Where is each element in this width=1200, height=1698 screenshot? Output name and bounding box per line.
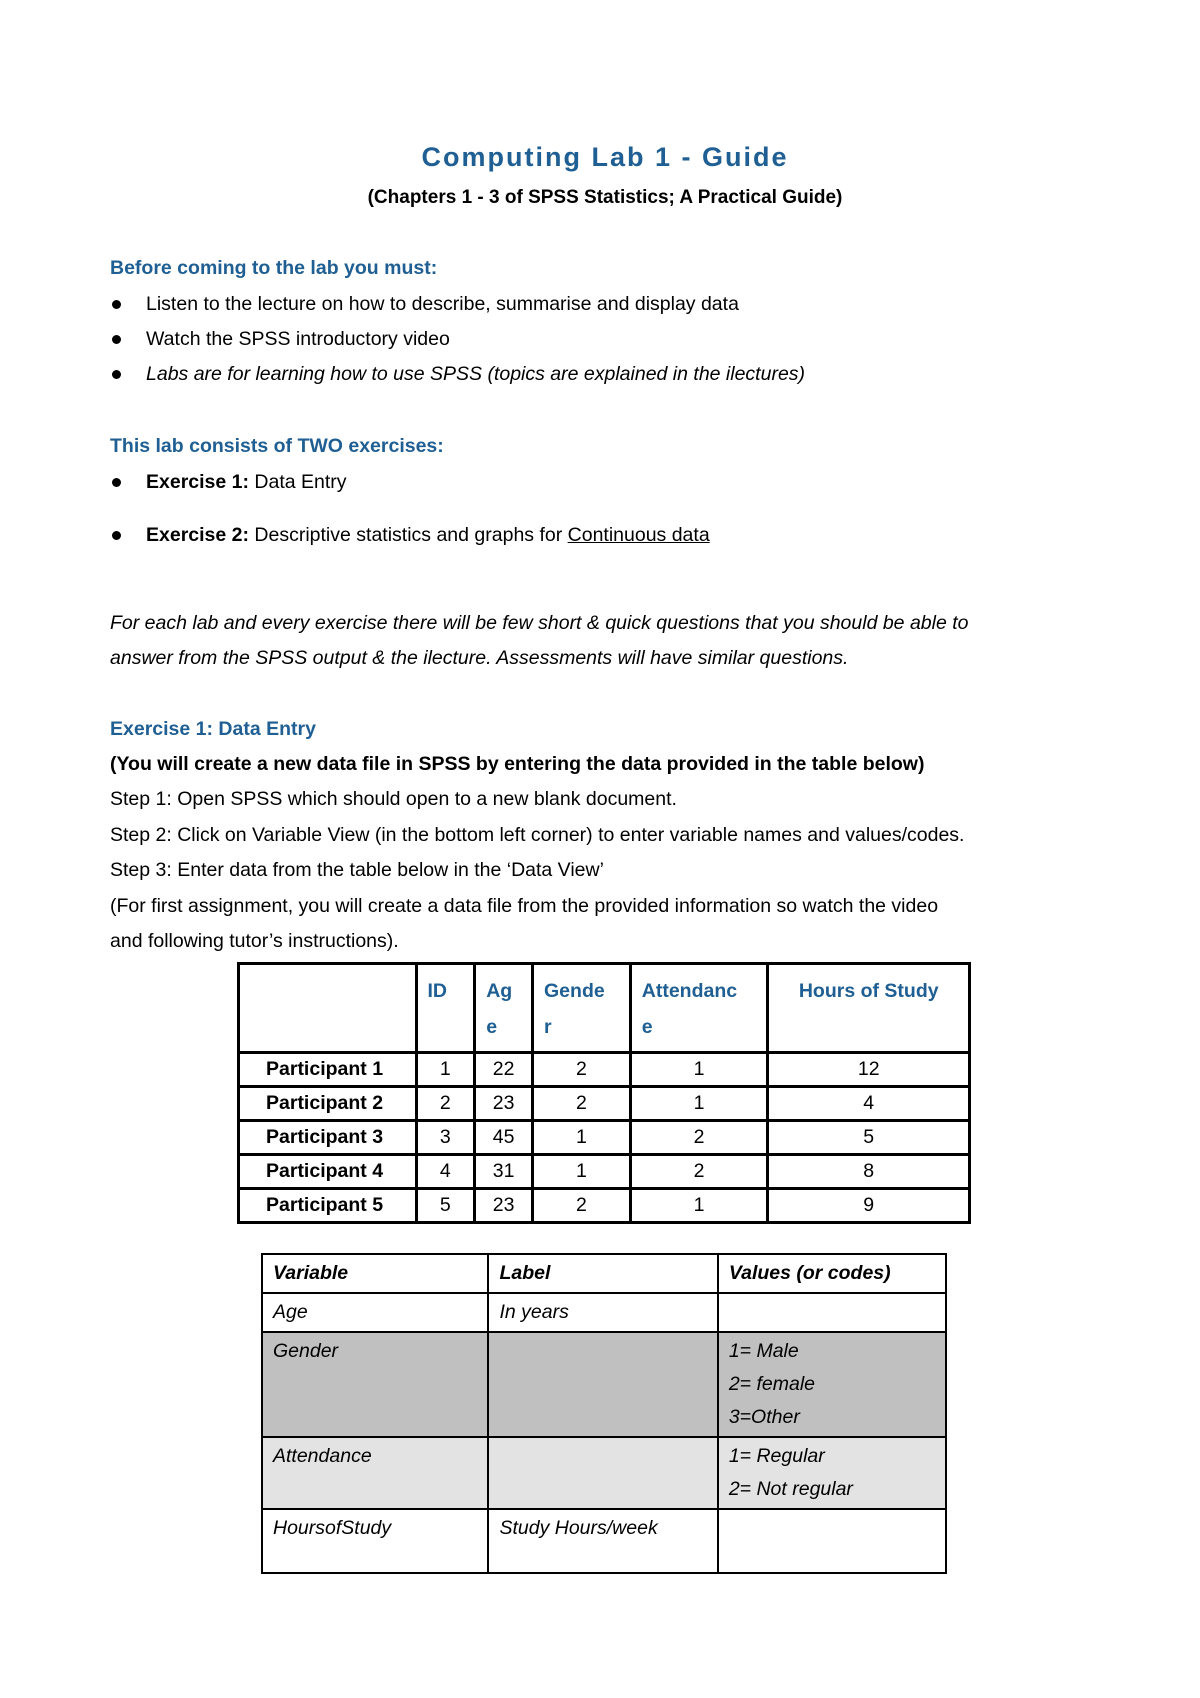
step-2: Step 2: Click on Variable View (in the bottom left corner) to enter variable names and values/codes.: [110, 824, 965, 846]
table-row: [239, 1087, 970, 1121]
list-item: Labs are for learning how to use SPSS (topics are explained in the ilectures): [110, 357, 805, 392]
assignment-note-1: (For first assignment, you will create a data file from the provided information so watch the video: [110, 895, 939, 917]
table-row: [262, 1293, 946, 1332]
cell-gender: 1: [533, 1155, 631, 1189]
table-row: [262, 1437, 946, 1509]
header-values: Values (or codes): [718, 1254, 946, 1293]
exercise2-text: Descriptive statistics and graphs for: [249, 524, 568, 546]
table-row: [239, 1121, 970, 1155]
header-blank: [239, 964, 417, 1053]
cell-gender: 1: [533, 1121, 631, 1155]
cell-age: 22: [475, 1053, 533, 1087]
cell-age: 23: [475, 1087, 533, 1121]
cell-hours: 12: [768, 1053, 970, 1087]
list-item: [110, 518, 710, 553]
cell-values: [718, 1509, 946, 1573]
cell-variable: Attendance: [262, 1437, 488, 1509]
table-header-row: [239, 964, 970, 1053]
exercise2-label: Exercise 2:: [146, 524, 249, 546]
table-row: [262, 1509, 946, 1573]
cell-age: 45: [475, 1121, 533, 1155]
table-header-row: [262, 1254, 946, 1293]
page-subtitle: (Chapters 1 - 3 of SPSS Statistics; A Practical Guide): [367, 187, 843, 208]
cell-hours: 4: [768, 1087, 970, 1121]
cell-attendance: 1: [630, 1087, 768, 1121]
cell-values: [718, 1293, 946, 1332]
cell-label: Study Hours/week: [488, 1509, 717, 1573]
cell-hours: 9: [768, 1189, 970, 1223]
cell-hours: 8: [768, 1155, 970, 1189]
cell-id: 2: [416, 1087, 475, 1121]
exercises-list: [110, 465, 710, 553]
cell-variable: Gender: [262, 1332, 488, 1437]
participant-label: Participant 1: [239, 1053, 417, 1087]
cell-gender: 2: [533, 1053, 631, 1087]
exercise1-label: Exercise 1:: [146, 471, 249, 493]
list-item: Watch the SPSS introductory video: [110, 322, 805, 357]
cell-id: 3: [416, 1121, 475, 1155]
cell-label: [488, 1437, 717, 1509]
step-3: Step 3: Enter data from the table below in the ‘Data View’: [110, 859, 604, 881]
cell-age: 23: [475, 1189, 533, 1223]
header-id: ID: [416, 964, 475, 1053]
table-row: [239, 1189, 970, 1223]
cell-hours: 5: [768, 1121, 970, 1155]
participant-label: Participant 4: [239, 1155, 417, 1189]
cell-label: [488, 1332, 717, 1437]
cell-attendance: 2: [630, 1121, 768, 1155]
table-row: [262, 1332, 946, 1437]
header-gender: Gende r: [533, 964, 631, 1053]
header-hours: Hours of Study: [768, 964, 970, 1053]
participants-table: [237, 962, 971, 1224]
cell-attendance: 2: [630, 1155, 768, 1189]
page-title: Computing Lab 1 - Guide: [421, 142, 789, 172]
list-item: Listen to the lecture on how to describe, summarise and display data: [110, 287, 805, 322]
exercise1-text: Data Entry: [249, 471, 347, 493]
cell-id: 5: [416, 1189, 475, 1223]
variables-table: [261, 1253, 947, 1574]
assignment-note-2: and following tutor’s instructions).: [110, 930, 399, 952]
note-line-2: answer from the SPSS output & the ilecture. Assessments will have similar questions.: [110, 647, 849, 669]
cell-age: 31: [475, 1155, 533, 1189]
continuous-data-link: Continuous data: [567, 524, 710, 546]
table-row: [239, 1155, 970, 1189]
exercise1-heading: Exercise 1: Data Entry: [110, 718, 316, 740]
cell-variable: HoursofStudy: [262, 1509, 488, 1573]
exercises-heading: This lab consists of TWO exercises:: [110, 435, 444, 457]
header-age: Ag e: [475, 964, 533, 1053]
header-attendance: Attendanc e: [630, 964, 768, 1053]
cell-values: 1= Regular 2= Not regular: [718, 1437, 946, 1509]
cell-attendance: 1: [630, 1053, 768, 1087]
before-list: [110, 287, 805, 392]
list-item: [110, 465, 710, 500]
header-label: Label: [488, 1254, 717, 1293]
participant-label: Participant 5: [239, 1189, 417, 1223]
cell-gender: 2: [533, 1087, 631, 1121]
cell-id: 4: [416, 1155, 475, 1189]
exercise1-intro: (You will create a new data file in SPSS by entering the data provided in the table below): [110, 753, 925, 775]
participant-label: Participant 3: [239, 1121, 417, 1155]
cell-variable: Age: [262, 1293, 488, 1332]
note-line-1: For each lab and every exercise there will be few short & quick questions that you should be able to: [110, 612, 969, 634]
participant-label: Participant 2: [239, 1087, 417, 1121]
step-1: Step 1: Open SPSS which should open to a new blank document.: [110, 788, 677, 810]
cell-label: In years: [488, 1293, 717, 1332]
cell-id: 1: [416, 1053, 475, 1087]
header-variable: Variable: [262, 1254, 488, 1293]
cell-attendance: 1: [630, 1189, 768, 1223]
cell-values: 1= Male 2= female 3=Other: [718, 1332, 946, 1437]
cell-gender: 2: [533, 1189, 631, 1223]
before-heading: Before coming to the lab you must:: [110, 257, 438, 279]
table-row: [239, 1053, 970, 1087]
